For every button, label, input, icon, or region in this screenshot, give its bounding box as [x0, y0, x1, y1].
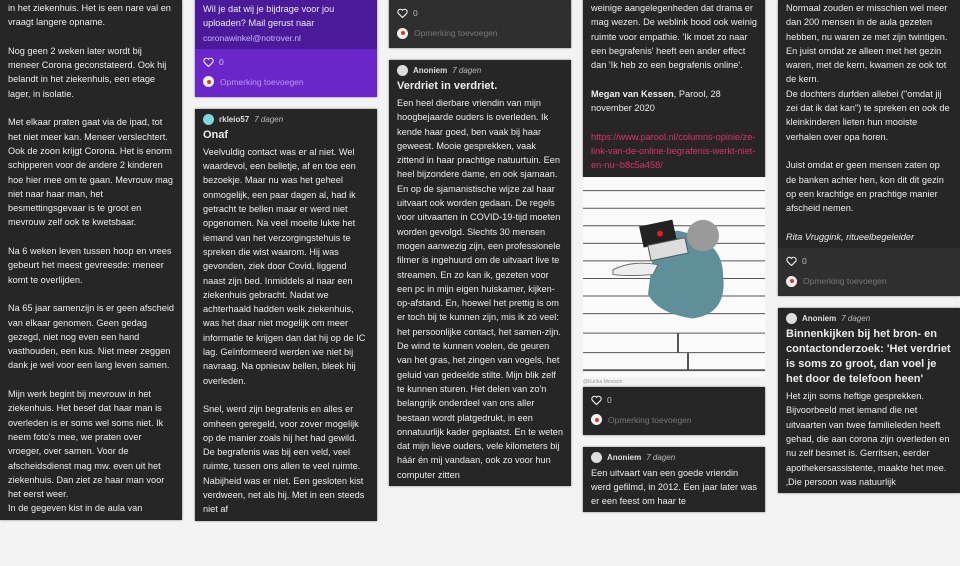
post-body: [583, 463, 765, 513]
comment-label: Opmerking toevoegen: [608, 414, 692, 425]
timestamp: 7 dagen: [452, 66, 482, 75]
timestamp: 7 dagen: [254, 114, 284, 124]
promo-text: Wil je dat wij je bijdrage voor jou uploaden? Mail gerust naar: [203, 4, 335, 29]
comment-label: Opmerking toevoegen: [220, 76, 304, 87]
like-button[interactable]: [591, 391, 757, 409]
avatar: [786, 313, 797, 324]
email-link[interactable]: coronawinkel@notrover.nl: [203, 32, 301, 43]
column-1: [0, 0, 182, 520]
post-card[interactable]: [778, 308, 960, 493]
user-avatar-icon: [397, 28, 408, 39]
user-avatar-icon: [203, 76, 214, 87]
paragraph: weinige aangelegenheden dat drama er mag wezen. De weblink bood ook weinig ruimte voor empathie. 'Ik moet zo naar een begrafenis' heeft een ander effect dan 'Ik heb zo een begrafenis online'.: [591, 3, 757, 71]
paragraph: Ook de zoon krijgt Corona. Het is enorm schipperen voor de andere 2 kinderen hoe hier mee om te gaan. Mevrouw mag niet naar haar man, het besmettingsgevaar is te groot en mevrouw zelf ook te kwetsbaar.: [8, 145, 173, 228]
paragraph: Veelvuldig contact was er al niet. Wel waardevol, een belletje, af en toe een bezoekje. Maar nu was het geheel onmogelijk, een paar dagen al, had ik getracht te bellen maar er werd niet opgenomen. Na veel moeite lukte het iemand van het verzorgingstehuis te spreken die wist waarom. Hij was gevonden, ziek door Covid, liggend naast zijn bed. Inmiddels al naar een ziekenhuis gebracht. Nadat we achterhaald hadden welk ziekenhuis, was het daar niet mogelijk om meer informatie te krijgen dan dat hij op de IC lag. Geïnformeerd werden we niet bij navraag. Na opnieuw bellen, bleek hij overleden.: [203, 146, 366, 386]
avatar: [591, 452, 602, 463]
add-comment-button[interactable]: [786, 270, 952, 292]
paragraph: Het zijn soms heftige gesprekken. Bijvoorbeeld met iemand die net uitvaarten van twee familieleden heeft gehad, die aan corona zijn overleden en nu zelf besmet is. Gerritsen, eerder apothekersassistente, maakte het mee. ‚Die persoon was natuurlijk: [786, 391, 950, 487]
card-footer: [583, 387, 765, 435]
post-body: [195, 145, 377, 521]
paragraph: Nog geen 2 weken later wordt bij meneer Corona geconstateerd. Ook hij belandt in het ziekenhuis, een etage lager, in isolatie.: [8, 45, 167, 99]
credit-name: Megan van Kessen: [591, 88, 674, 99]
image-caption: @Eurika Menisch: [583, 378, 623, 385]
post-meta: [389, 60, 571, 76]
post-title: Verdriet in verdriet.: [397, 80, 498, 92]
paragraph: En juist omdat ze alleen met het gezin waren, met de kern, kwamen ze ook tot de kern.: [786, 45, 947, 85]
comment-label: Opmerking toevoegen: [803, 276, 887, 287]
comment-label: Opmerking toevoegen: [414, 28, 498, 38]
promo-body: [195, 0, 377, 49]
add-comment-button[interactable]: [397, 22, 563, 44]
author: Anoniem: [607, 452, 642, 462]
post-card[interactable]: [778, 0, 960, 296]
card-footer: [778, 248, 960, 296]
post-body: [583, 0, 765, 177]
avatar: [397, 65, 408, 76]
post-card[interactable]: [195, 109, 377, 521]
author: Anoniem: [802, 314, 837, 324]
post-body: [778, 0, 960, 248]
avatar: [203, 114, 214, 125]
post-meta: [778, 308, 960, 324]
post-card[interactable]: [389, 60, 571, 486]
paragraph: Juist omdat er geen mensen zaten op de banken achter hen, kon dit dit gezin op een krachtige en prachtige manier afscheid nemen.: [786, 160, 944, 214]
paragraph: Een heel dierbare vriendin van mijn hoogbejaarde ouders is overleden. Ik kende haar goed, ben vaak bij haar geweest. Mooie gesprekken, vaak zittend in haar prachtige natuurtuin. Een heel bijzondere dame, en ook sjamaan. En op de sjamanistische wijze zal haar uitvaart ook worden gedaan. De regels voor uitvaarten in COVID-19-tijd moeten worden gevolgd. Slechts 30 mensen mogen aanwezig zijn, een professionele filmer is ingehuurd om de uitvaart live te streamen. En zo kan ik, gezeten voor een pc in mijn eigen huiskamer, kijken-op-afstand. En, hoewel het prettig is om er toch bij te kunnen zijn, mis ik zó veel: het persoonlijke contact, het samen-zijn. De wind te kunnen voelen, de geuren van het gras, het zingen van vogels, het geluid van gedeelde stilte. Mijn blik zelf te kunnen sturen. Het delen van zo'n belangrijk onderdeel van ons aller bestaan wordt platgedrukt, in een onnatuurlijk kader geplaatst. En te weten dat mijn lieve ouders, vele kilometers bij háár én mij vandaan, ook zo voor hun computer zitten: [397, 98, 563, 480]
add-comment-button[interactable]: [203, 71, 369, 93]
post-card[interactable]: [0, 0, 182, 520]
column-3: [389, 0, 571, 486]
like-count: 0: [607, 394, 612, 405]
like-button[interactable]: [397, 4, 563, 22]
like-button[interactable]: [786, 252, 952, 270]
post-meta: [583, 447, 765, 463]
post-card[interactable]: [583, 0, 765, 177]
user-avatar-icon: [591, 414, 602, 425]
heart-icon: [786, 256, 797, 266]
illustration-person-with-laptop: [583, 177, 765, 377]
column-2: [195, 0, 377, 521]
paragraph: Normaal zouden er misschien wel meer dan 200 mensen in de aula gezeten hebben, nu waren ze met zijn twintigen.: [786, 3, 948, 42]
card-footer: [389, 0, 571, 48]
post-body: [0, 0, 182, 520]
paragraph: Na 6 weken leven tussen hoop en vrees gebeurt het meest gevreesde: meneer komt te overlijden.: [8, 246, 172, 285]
like-count: 0: [219, 56, 224, 67]
post-image[interactable]: [583, 177, 765, 377]
add-comment-button[interactable]: [591, 409, 757, 431]
timestamp: 7 dagen: [646, 452, 676, 462]
promo-card[interactable]: [195, 0, 377, 97]
like-count: 0: [413, 8, 418, 18]
post-body: [778, 389, 960, 493]
signature: Rita Vruggink, ritueelbegeleider: [786, 231, 915, 242]
heart-icon: [591, 395, 602, 405]
article-link[interactable]: https://www.parool.nl/columns-opinie/ze-link-van-de-online-begrafenis-werkt-niet-en-nu~b8c5a458/: [591, 131, 756, 171]
paragraph: De dochters durfden allebei ("omdat jij zei dat ik dat kan") te spreken en ook de kleinkinderen lieten hun mooiste verhalen over opa horen.: [786, 88, 950, 142]
paragraph: Snel, werd zijn begrafenis en alles er omheen geregeld, voor zover mogelijk op de manier zoals hij het had gewild. De begrafenis was bij een veld, veel ruimte, tussen ons allen te veel ruimte. Nabijheid was er niet. Een gesloten kist verdween, net als hij. Met in een steeds niet af: [203, 404, 365, 515]
post-card[interactable]: [583, 447, 765, 513]
author: Anoniem: [413, 66, 448, 75]
paragraph: Na 65 jaar samenzijn is er geen afscheid van elkaar genomen. Geen gedag gezegd, niet nog even een hand vasthouden, een kus. Niet meer zeggen dank je wel voor een lang leven samen.: [8, 303, 174, 371]
user-avatar-icon: [786, 276, 797, 287]
post-body: [389, 96, 571, 486]
author: rkleio57: [219, 114, 250, 124]
like-count: 0: [802, 256, 807, 267]
column-5: [778, 0, 960, 493]
paragraph: Mijn werk begint bij mevrouw in het ziekenhuis. Het besef dat haar man is overleden is er soms wel soms niet. Ik neem foto's mee, we praten over vroeger, over samen. Voor de afscheidsdienst mag mw. even uit het ziekenhuis. Dan ziet ze haar man voor het eerst weer.: [8, 389, 165, 500]
timestamp: 7 dagen: [841, 314, 871, 324]
column-4: [583, 0, 765, 512]
post-title: Onaf: [203, 128, 229, 141]
post-meta: [195, 109, 377, 125]
card-footer: [195, 49, 377, 97]
heart-icon: [203, 57, 214, 67]
credit-source: , Parool, 28 november 2020: [591, 88, 721, 114]
paragraph: Met elkaar praten gaat via de ipad, tot het niet meer kan. Meneer verslechtert.: [8, 117, 168, 142]
paragraph: in het ziekenhuis. Het is een nare val en vraagt langere opname.: [8, 3, 171, 28]
like-button[interactable]: [203, 53, 369, 71]
post-title: Binnenkijken bij het bron- en contactonderzoek: 'Het verdriet is soms zo groot, dan voel je het door de telefoon heen': [786, 328, 951, 386]
paragraph: In de gegeven kist in de aula van: [8, 503, 143, 514]
paragraph: Een uitvaart van een goede vriendin werd gefilmd, in 2012. Een jaar later was er een feest om haar te: [591, 467, 757, 507]
post-card[interactable]: [389, 0, 571, 48]
heart-icon: [397, 8, 408, 18]
